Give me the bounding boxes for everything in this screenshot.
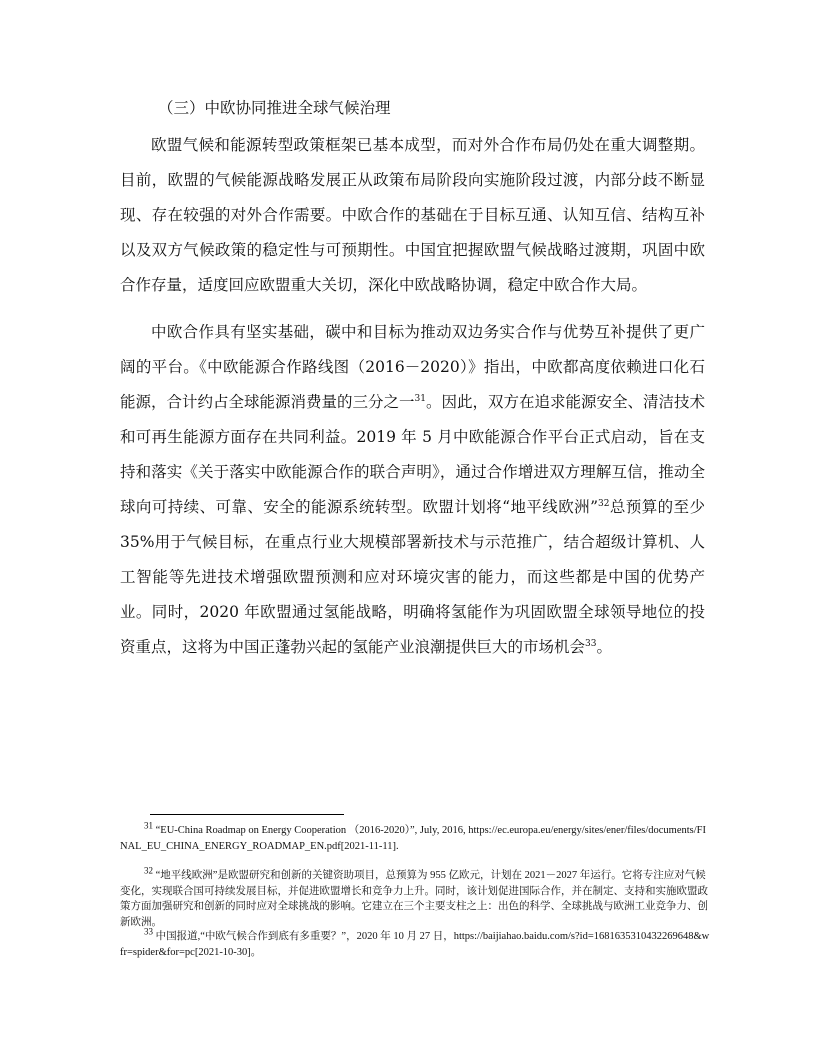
paragraph-2-part-1: 中欧合作具有坚实基础，碳中和目标为推动双边务实合作与优势互补提供了更广阔的平台。《中欧能源合作路线图（2016－2020）》指出，中欧都高度依赖进口化石能源，合计约占全球能源消费量的三分之一	[120, 323, 705, 411]
footnote-text: “EU-China Roadmap on Energy Cooperation （2016-2020）”, July, 2016, https://ec.europa.eu/energy/sites/ener/files/documents/FINAL_EU_CHINA_ENERGY_ROADMAP_EN.pdf[2021-11-11].	[120, 825, 706, 852]
footnote-31	[120, 820, 710, 854]
footnote-number: 31	[144, 820, 153, 831]
footnote-32	[120, 865, 710, 930]
footnote-ref-33: 33	[585, 638, 597, 649]
footnote-text: 中国报道,“中欧气候合作到底有多重要？”，2020 年 10 月 27 日，https://baijiahao.baidu.com/s?id=1681635310432269648&wfr=spider&for=pc[2021-10-30]。	[120, 931, 710, 958]
section-heading: （三）中欧协同推进全球气候治理	[158, 99, 391, 117]
paragraph-1: 欧盟气候和能源转型政策框架已基本成型，而对外合作布局仍处在重大调整期。目前，欧盟的气候能源战略发展正从政策布局阶段向实施阶段过渡，内部分歧不断显现、存在较强的对外合作需要。中欧合作的基础在于目标互通、认知互信、结构互补以及双方气候政策的稳定性与可预期性。中国宜把握欧盟气候战略过渡期，巩固中欧合作存量，适度回应欧盟重大关切，深化中欧战略协调，稳定中欧合作大局。	[120, 136, 705, 294]
footnote-text: “地平线欧洲”是欧盟研究和创新的关键资助项目，总预算为 955 亿欧元，计划在 2021－2027 年运行。它将专注应对气候变化，实现联合国可持续发展目标，并促进欧盟增长和竞争力上升。同时，该计划促进国际合作，并在制定、支持和实施欧盟政策方面加强研究和创新的同时应对全球挑战的影响。它建立在三个主要支柱之上：出色的科学、全球挑战与欧洲工业竞争力、创新欧洲。	[120, 870, 708, 928]
footnote-33	[120, 926, 710, 960]
footnote-number: 33	[144, 926, 153, 937]
paragraph-2-part-3: 总预算的至少 35%用于气候目标，在重点行业大规模部署新技术与示范推广，结合超级计算机、人工智能等先进技术增强欧盟预测和应对环境灾害的能力，而这些都是中国的优势产业。同时，2020 年欧盟通过氢能战略，明确将氢能作为巩固欧盟全球领导地位的投资重点，这将为中国正蓬勃兴起的氢能产业浪潮提供巨大的市场机会	[120, 498, 705, 656]
footnote-number: 32	[144, 865, 153, 876]
paragraph-2-part-4: 。	[596, 638, 612, 656]
paragraph-2	[120, 315, 705, 665]
footnote-ref-31: 31	[414, 393, 426, 404]
footnote-ref-32: 32	[598, 498, 610, 509]
paragraph-2-part-2: 。因此，双方在追求能源安全、清洁技术和可再生能源方面存在共同利益。2019 年 5 月中欧能源合作平台正式启动，旨在支持和落实《关于落实中欧能源合作的联合声明》，通过合作增进双方理解互信，推动全球向可持续、可靠、安全的能源系统转型。欧盟计划将“地平线欧洲”	[120, 393, 705, 516]
footnote-separator	[150, 814, 344, 815]
